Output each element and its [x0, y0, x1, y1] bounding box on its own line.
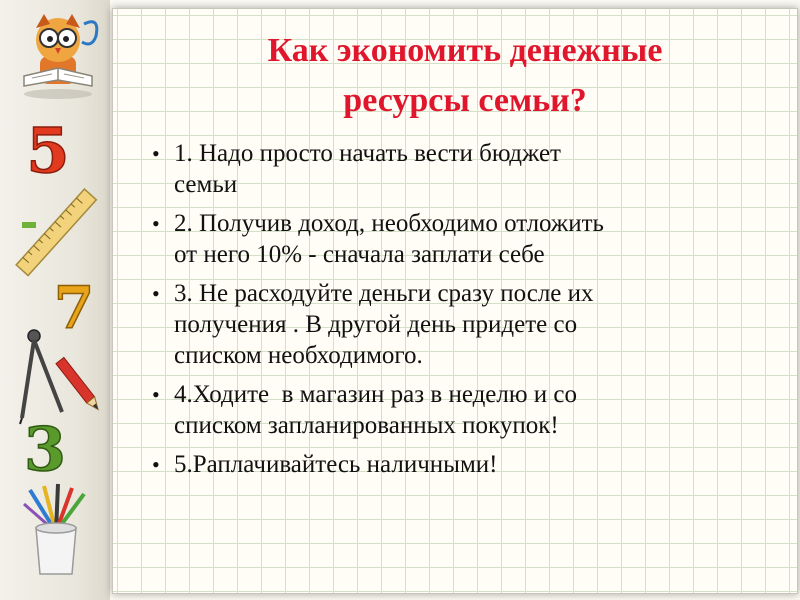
bullet-icon: •: [152, 141, 160, 166]
digit-7-label: 7: [53, 278, 95, 334]
tip-line: семьи: [174, 171, 238, 198]
bullet-icon: •: [152, 281, 160, 306]
list-item: [148, 379, 768, 441]
bullet-icon: •: [152, 452, 160, 477]
ruler-icon: [12, 188, 102, 278]
digit-5-label: 5: [26, 118, 70, 180]
slide-title-line-2: ресурсы семьи?: [343, 82, 587, 119]
tips-list: [148, 138, 768, 488]
bullet-icon: •: [152, 382, 160, 407]
digit-3-graphic: [16, 416, 74, 478]
tip-line: списком запланированных покупок!: [174, 412, 559, 439]
slide-title-line-1: Как экономить денежные: [267, 32, 663, 69]
list-item: [148, 138, 768, 200]
tip-line: 2. Получив доход, необходимо отложить: [174, 210, 604, 237]
tip-line: от него 10% - сначала заплати себе: [174, 241, 545, 268]
digit-3-label: 3: [24, 416, 66, 478]
tip-line: списком необходимого.: [174, 342, 423, 369]
digit-5-graphic: [18, 118, 78, 180]
bullet-icon: •: [152, 211, 160, 236]
tip-line: 4.Ходите в магазин раз в неделю и со: [174, 381, 578, 408]
owl-reading-icon: [10, 6, 106, 102]
decorative-sidebar: [0, 0, 110, 600]
pencil-cup-icon: [16, 482, 96, 580]
tip-line: 1. Надо просто начать вести бюджет: [174, 140, 561, 167]
tip-line: 3. Не расходуйте деньги сразу после их: [174, 280, 594, 307]
tip-line: получения . В другой день придете со: [174, 311, 578, 338]
pencil-icon: [54, 352, 104, 418]
slide-title: [160, 26, 770, 126]
list-item: [148, 449, 768, 480]
list-item: [148, 208, 768, 270]
tip-line: 5.Раплачивайтесь наличными!: [174, 451, 498, 478]
list-item: [148, 278, 768, 371]
